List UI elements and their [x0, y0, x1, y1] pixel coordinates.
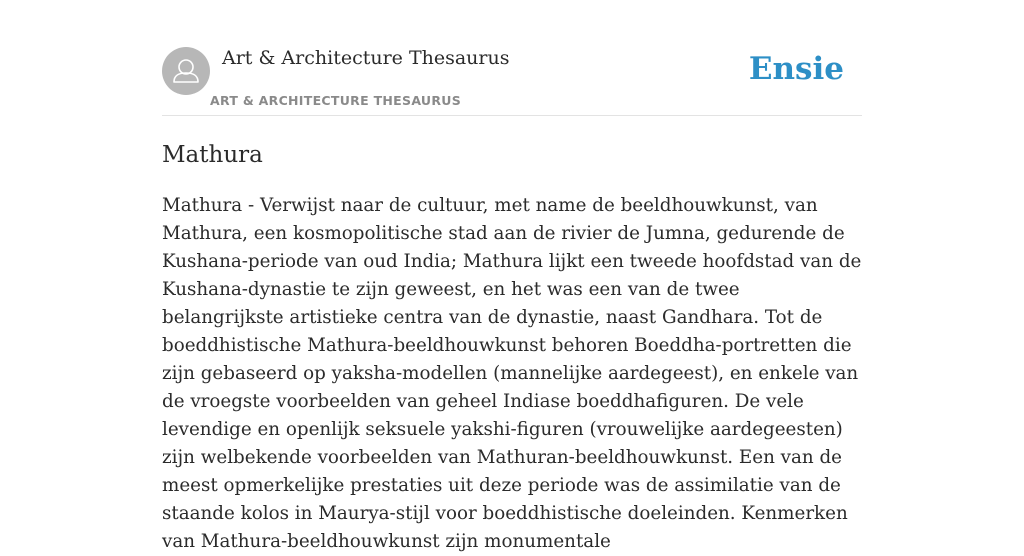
brand-logo[interactable]: Ensie — [748, 51, 844, 87]
article-body: Mathura - Verwijst naar de cultuur, met name de beeldhouwkunst, van Mathura, een kosmopolitische stad aan de rivier de Jumna, gedurende de Kushana-periode van oud India; Mathura lijkt een tweede hoofdstad van de Kushana-dynastie te zijn geweest, en het was een van de twee belangrijkste artistieke centra van de dynastie, naast Gandhara. Tot de boeddhistische Mathura-beeldhouwkunst behoren Boeddha-portretten die zijn gebaseerd op yaksha-modellen (mannelijke aardegeest), en enkele van de vroegste voorbeelden van geheel Indiase boeddhafiguren. De vele levendige en openlijk seksuele yakshi-figuren (vrouwelijke aardegeesten) zijn welbekende voorbeelden van Mathuran-beeldhouwkunst. Een van de meest opmerkelijke prestaties uit deze periode was de assimilatie van de staande kolos in Maurya-stijl voor boeddhistische doeleinden. Kenmerken van Mathura-beeldhouwkunst zijn monumentale — [162, 195, 862, 552]
user-icon — [162, 47, 210, 95]
author-source: ART & ARCHITECTURE THESAURUS — [210, 93, 462, 108]
article-header — [162, 0, 862, 116]
avatar[interactable] — [162, 47, 210, 95]
article-container — [162, 0, 862, 552]
article-title: Mathura — [162, 142, 263, 168]
author-name[interactable]: Art & Architecture Thesaurus — [222, 47, 510, 69]
